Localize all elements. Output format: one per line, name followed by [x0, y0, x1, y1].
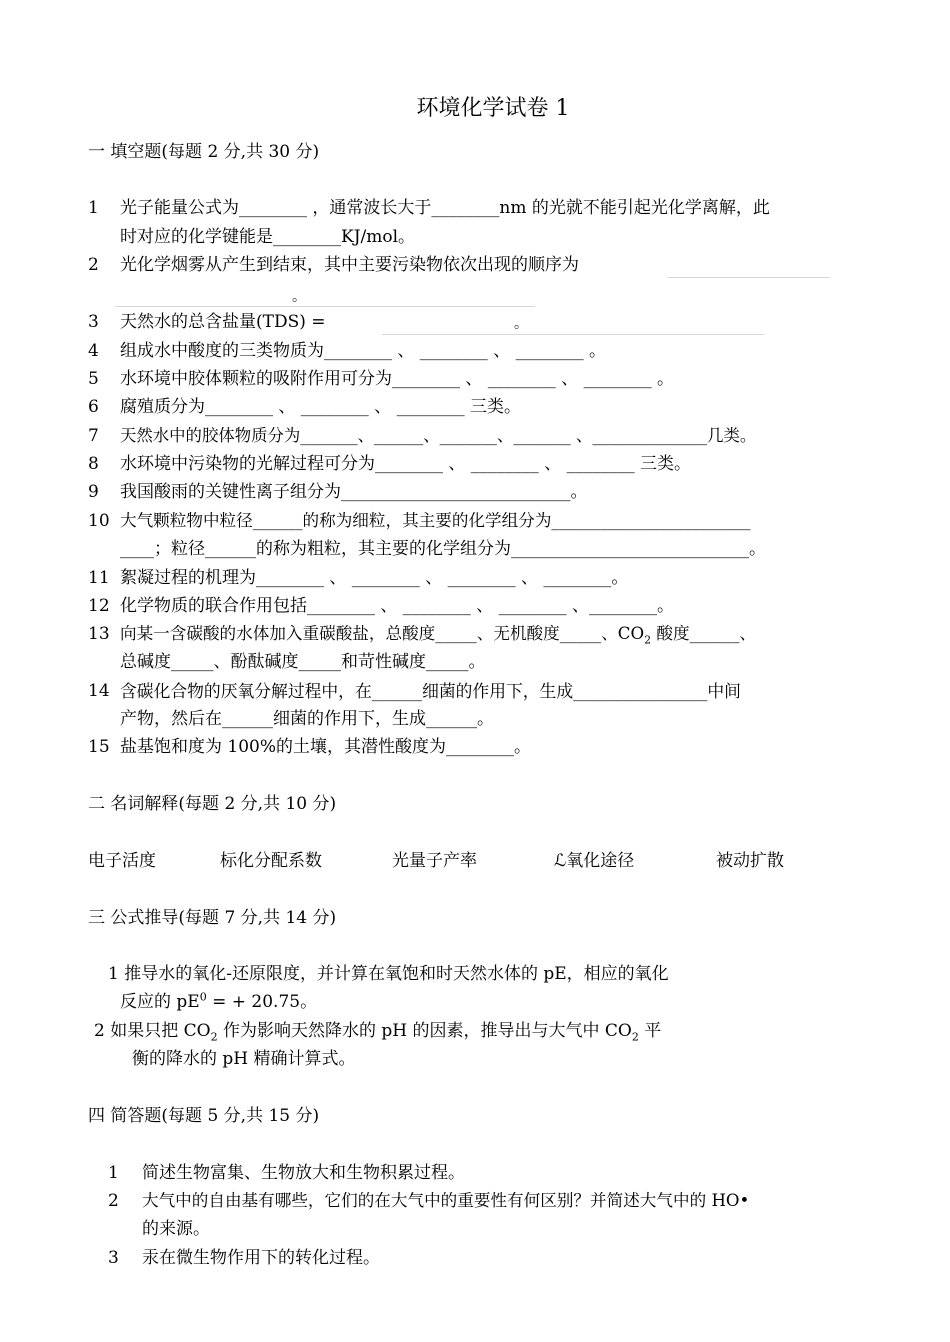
short-q2-text-cont: 的来源。 [142, 1219, 210, 1239]
q14-text: 含碳化合物的厌氧分解过程中，在______细菌的作用下，生成________________中间 [120, 681, 741, 701]
short-q3-number: 3 [108, 1248, 119, 1268]
q2-text-cont: 。 [292, 289, 306, 305]
derive-1-pe: 反应的 pE [120, 992, 200, 1012]
section-one-heading: 一 填空题(每题 2 分,共 30 分) [88, 142, 320, 162]
q13-co2-subscript: 2 [644, 633, 652, 647]
q8-number: 8 [88, 454, 99, 474]
derive-2-sub1: 2 [210, 1030, 218, 1044]
derive-1-text: 1 推导水的氧化-还原限度，并计算在氧饱和时天然水体的 pE，相应的氧化 [108, 964, 669, 984]
q6-number: 6 [88, 397, 99, 417]
q8-text: 水环境中污染物的光解过程可分为________ 、 ________ 、 ________ 三类。 [120, 454, 692, 474]
q14-number: 14 [88, 681, 110, 701]
q5-text: 水环境中胶体颗粒的吸附作用可分为________ 、 ________ 、 ________ 。 [120, 369, 675, 389]
q9-text: 我国酸雨的关键性离子组分为___________________________。 [120, 482, 588, 502]
q4-number: 4 [88, 341, 99, 361]
q3-text: 天然水的总含盐量(TDS) = [120, 312, 326, 332]
q5-number: 5 [88, 369, 99, 389]
derive-2-text-cont: 衡的降水的 pH 精确计算式。 [132, 1049, 356, 1069]
q7-number: 7 [88, 426, 99, 446]
q11-text: 絮凝过程的机理为________ 、 ________ 、 ________ 、 ________。 [120, 568, 629, 588]
exam-title: 环境化学试卷 1 [416, 96, 570, 121]
derive-1-value: = + 20.75。 [206, 992, 318, 1012]
q12-text: 化学物质的联合作用包括________ 、 ________ 、 ________ 、________。 [120, 596, 675, 616]
term-2: 标化分配系数 [220, 851, 322, 871]
q11-number: 11 [88, 568, 110, 588]
q13-text-part2: 酸度______、 [651, 624, 756, 643]
derive-1-superscript: 0 [199, 990, 207, 1004]
q2-text: 光化学烟雾从产生到结束，其中主要污染物依次出现的顺序为 [120, 255, 579, 275]
q10-number: 10 [88, 511, 110, 531]
short-q1-number: 1 [108, 1163, 119, 1183]
q7-text: 天然水中的胶体物质分为_______、______、_______、_______ 、______________几类。 [120, 426, 757, 445]
terms-row [0, 847, 950, 875]
q15-text: 盐基饱和度为 100%的土壤，其潜性酸度为________。 [120, 737, 532, 757]
short-q2-text: 大气中的自由基有哪些，它们的在大气中的重要性有何区别？并简述大气中的 HO• [142, 1191, 750, 1210]
q6-text: 腐殖质分为________ 、 ________ 、 ________ 三类。 [120, 397, 522, 417]
term-4: ℒ氧化途径 [554, 851, 635, 871]
derive-2-part1: 2 如果只把 CO [94, 1021, 211, 1041]
section-three-heading: 三 公式推导(每题 7 分,共 14 分) [88, 908, 337, 928]
q1-text-cont: 时对应的化学键能是________KJ/mol。 [120, 227, 416, 247]
section-two-heading: 二 名词解释(每题 2 分,共 10 分) [88, 794, 337, 814]
short-q1-text: 简述生物富集、生物放大和生物积累过程。 [142, 1163, 465, 1183]
q3-text-end: 。 [514, 316, 528, 332]
q2-blank-line [668, 277, 830, 278]
q12-number: 12 [88, 596, 110, 616]
q1-number: 1 [88, 198, 99, 218]
derive-1-text-cont [120, 988, 317, 1016]
q13-text-cont: 总碱度_____、酚酞碱度_____和苛性碱度_____。 [120, 652, 486, 672]
q13-text-part1: 向某一含碳酸的水体加入重碳酸盐，总酸度_____、无机酸度_____、CO [120, 624, 645, 643]
q13-number: 13 [88, 624, 110, 644]
q2-blank-line-2 [115, 306, 535, 307]
derive-2-part3: 平 [638, 1021, 662, 1041]
derive-2-text [94, 1017, 661, 1045]
q2-number: 2 [88, 255, 99, 275]
q1-text: 光子能量公式为________ ，通常波长大于________nm 的光就不能引起光化学离解，此 [120, 198, 770, 218]
short-q3-text: 汞在微生物作用下的转化过程。 [142, 1248, 380, 1268]
section-four-heading: 四 简答题(每题 5 分,共 15 分) [88, 1106, 320, 1126]
term-1: 电子活度 [88, 851, 156, 871]
q4-text: 组成水中酸度的三类物质为________ 、 ________ 、 ________ 。 [120, 341, 607, 361]
q10-text-cont: ____；粒径______的称为粗粒，其主要的化学组分为____________________________。 [120, 539, 766, 559]
term-3: 光量子产率 [392, 851, 477, 871]
q14-text-cont: 产物，然后在______细菌的作用下，生成______。 [120, 709, 494, 729]
short-q2-number: 2 [108, 1191, 119, 1211]
q13-text [120, 620, 756, 648]
q10-text: 大气颗粒物中粒径______的称为细粒，其主要的化学组分为________________________ [120, 511, 751, 530]
q3-blank-line [382, 334, 764, 335]
derive-2-part2: 作为影响天然降水的 pH 的因素，推导出与大气中 CO [217, 1021, 632, 1041]
q15-number: 15 [88, 737, 110, 757]
q9-number: 9 [88, 482, 99, 502]
term-5: 被动扩散 [716, 851, 784, 871]
q3-number: 3 [88, 312, 99, 332]
derive-2-sub2: 2 [631, 1030, 639, 1044]
